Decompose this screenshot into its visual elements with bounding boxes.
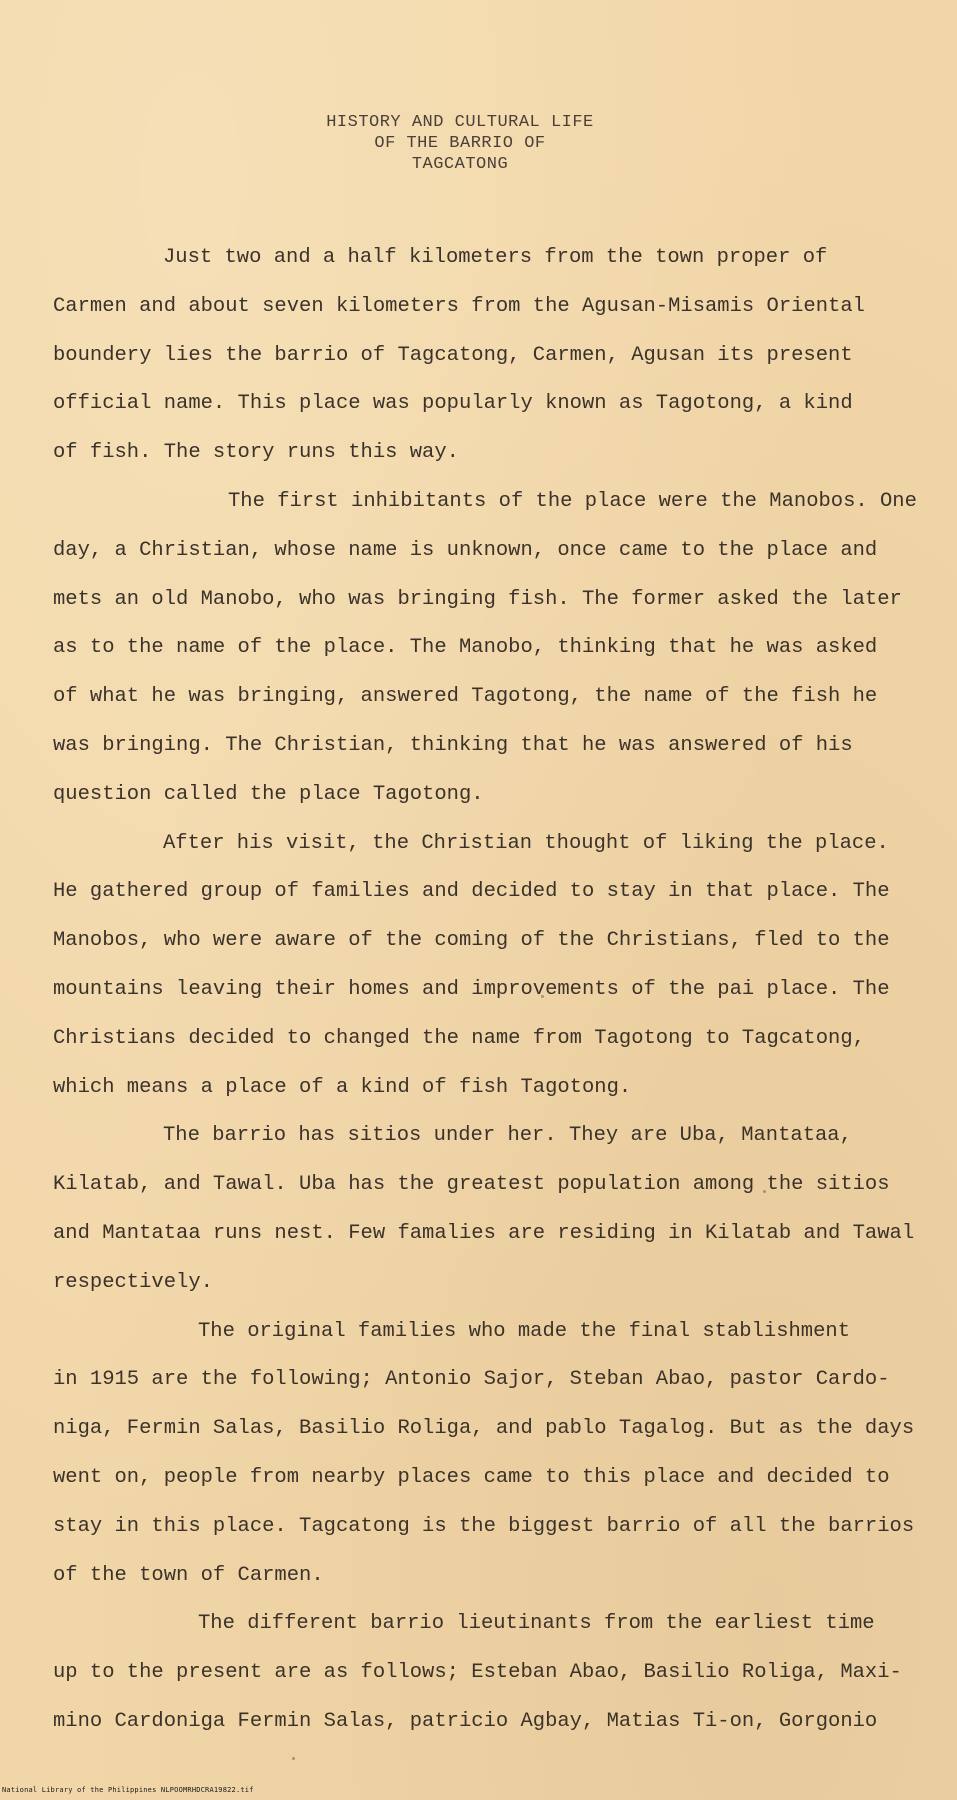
text-line: up to the present are as follows; Esteban Abao, Basilio Roliga, Maxi- — [53, 1661, 902, 1685]
paragraph-5 — [53, 1308, 913, 1601]
paragraph-2 — [53, 478, 917, 820]
title-line-2: OF THE BARRIO OF — [374, 134, 546, 153]
paper-speck — [292, 1757, 295, 1760]
text-line: and Mantataa runs nest. Few famalies are residing in Kilatab and Tawal — [53, 1221, 915, 1245]
text-line: official name. This place was popularly known as Tagotong, a kind — [53, 392, 853, 416]
text-line: as to the name of the place. The Manobo, thinking that he was asked — [53, 636, 878, 660]
text-line: Kilatab, and Tawal. Uba has the greatest population among the sitios — [53, 1173, 890, 1197]
text-line: Carmen and about seven kilometers from the Agusan-Misamis Oriental — [53, 294, 865, 318]
text-line: stay in this place. Tagcatong is the biggest barrio of all the barrios — [53, 1514, 915, 1538]
text-line: mets an old Manobo, who was bringing fish. The former asked the later — [53, 587, 902, 611]
paragraph-1 — [53, 234, 913, 478]
paragraph-3 — [53, 820, 913, 1113]
text-line: was bringing. The Christian, thinking that he was answered of his — [53, 733, 853, 757]
paragraph-4 — [53, 1112, 913, 1307]
title-line-3: TAGCATONG — [411, 155, 509, 174]
text-line: which means a place of a kind of fish Tagotong. — [53, 1075, 632, 1099]
text-line: The different barrio lieutinants from the earliest time — [198, 1612, 875, 1636]
text-line: niga, Fermin Salas, Basilio Roliga, and pablo Tagalog. But as the days — [53, 1417, 915, 1441]
text-line: of the town of Carmen. — [53, 1563, 324, 1587]
text-line: question called the place Tagotong. — [53, 782, 484, 806]
text-line: Just two and a half kilometers from the town proper of — [163, 246, 828, 269]
text-line: The first inhibitants of the place were the Manobos. One — [228, 489, 917, 513]
text-line: Manobos, who were aware of the coming of the Christians, fled to the — [53, 929, 890, 953]
text-line: The barrio has sitios under her. They are Uba, Mantataa, — [163, 1124, 852, 1148]
paper-speck — [763, 1190, 766, 1193]
text-line: boundery lies the barrio of Tagcatong, Carmen, Agusan its present — [53, 343, 853, 367]
text-line: After his visit, the Christian thought of liking the place. — [163, 831, 889, 855]
text-line: in 1915 are the following; Antonio Sajor, Steban Abao, pastor Cardo- — [53, 1368, 890, 1392]
paragraph-6 — [53, 1600, 913, 1746]
text-line: of fish. The story runs this way. — [53, 441, 459, 465]
text-line: went on, people from nearby places came to this place and decided to — [53, 1465, 890, 1489]
text-line: of what he was bringing, answered Tagotong, the name of the fish he — [53, 685, 878, 709]
scan-footer: National Library of the Philippines NLPOOMRHDCRA19822.tif — [2, 1786, 254, 1794]
text-line: Christians decided to changed the name from Tagotong to Tagcatong, — [53, 1026, 865, 1050]
document-title — [260, 112, 660, 175]
document-body — [53, 234, 917, 1747]
text-line: mountains leaving their homes and improvements of the pai place. The — [53, 977, 890, 1001]
text-line: mino Cardoniga Fermin Salas, patricio Agbay, Matias Ti-on, Gorgonio — [53, 1709, 878, 1733]
paper-speck — [541, 995, 544, 998]
title-line-1: HISTORY AND CULTURAL LIFE — [326, 113, 594, 132]
text-line: day, a Christian, whose name is unknown, once came to the place and — [53, 538, 878, 562]
text-line: The original families who made the final stablishment — [198, 1319, 851, 1343]
text-line: He gathered group of families and decided to stay in that place. The — [53, 880, 890, 904]
text-line: respectively. — [53, 1270, 213, 1294]
